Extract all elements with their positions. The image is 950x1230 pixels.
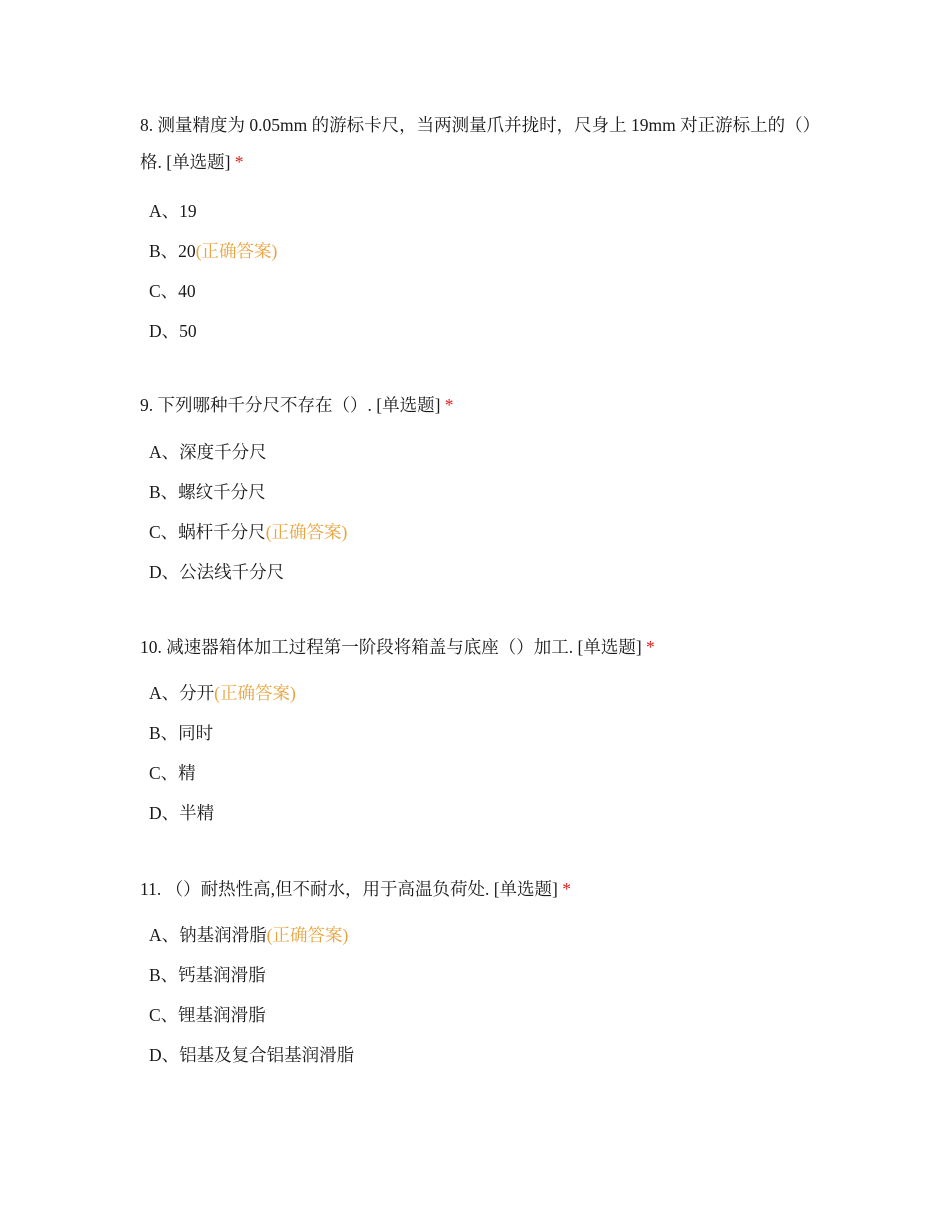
option-label: D、公法线千分尺 [149, 562, 285, 582]
option-label: D、铝基及复合铝基润滑脂 [149, 1045, 355, 1065]
option-label: A、钠基润滑脂 [149, 925, 267, 945]
question-title: 11. （）耐热性高,但不耐水，用于高温负荷处. [单选题] * [140, 879, 572, 899]
required-mark: * [646, 637, 655, 657]
option-a[interactable] [140, 673, 820, 713]
question-title: 9. 下列哪种千分尺不存在（）. [单选题] * [140, 395, 454, 415]
option-label: B、同时 [149, 723, 214, 743]
option-list [140, 432, 820, 592]
option-label: C、精 [149, 763, 196, 783]
option-label: D、半精 [149, 803, 215, 823]
option-list [140, 673, 820, 833]
option-label: D、50 [149, 321, 197, 341]
option-label: B、螺纹千分尺 [149, 482, 266, 502]
correct-answer-tag: (正确答案) [265, 522, 348, 542]
question-title: 8. 测量精度为 0.05mm 的游标卡尺，当两测量爪并拢时，尺身上 19mm 对正游标上的（）格. [单选题] * [140, 115, 812, 172]
option-label: C、锂基润滑脂 [149, 1005, 266, 1025]
option-c[interactable] [140, 995, 820, 1035]
option-label: A、19 [149, 201, 197, 221]
question-title: 10. 减速器箱体加工过程第一阶段将箱盖与底座（）加工. [单选题] * [140, 637, 655, 657]
option-c[interactable] [140, 753, 820, 793]
correct-answer-tag: (正确答案) [195, 241, 278, 261]
option-d[interactable] [140, 1035, 820, 1075]
option-label: B、钙基润滑脂 [149, 965, 266, 985]
option-label: C、40 [149, 281, 196, 301]
option-b[interactable] [140, 955, 820, 995]
option-d[interactable] [140, 311, 820, 351]
option-c[interactable] [140, 512, 820, 552]
option-a[interactable] [140, 191, 820, 231]
required-mark: * [444, 395, 454, 415]
option-b[interactable] [140, 231, 820, 271]
option-list [140, 915, 820, 1075]
option-label: C、蜗杆千分尺 [149, 522, 266, 542]
required-mark: * [562, 879, 572, 899]
required-mark: * [234, 152, 244, 172]
option-d[interactable] [140, 552, 820, 592]
correct-answer-tag: (正确答案) [266, 925, 349, 945]
option-c[interactable] [140, 271, 820, 311]
option-label: A、分开 [149, 683, 215, 703]
question-8 [140, 107, 820, 351]
option-b[interactable] [140, 713, 820, 753]
option-d[interactable] [140, 793, 820, 833]
option-b[interactable] [140, 472, 820, 512]
option-label: B、20 [149, 241, 196, 261]
option-a[interactable] [140, 432, 820, 472]
option-a[interactable] [140, 915, 820, 955]
option-label: A、深度千分尺 [149, 442, 267, 462]
option-list [140, 191, 820, 351]
question-10 [140, 629, 820, 833]
question-11 [140, 871, 820, 1075]
question-9 [140, 387, 820, 592]
correct-answer-tag: (正确答案) [214, 683, 296, 703]
